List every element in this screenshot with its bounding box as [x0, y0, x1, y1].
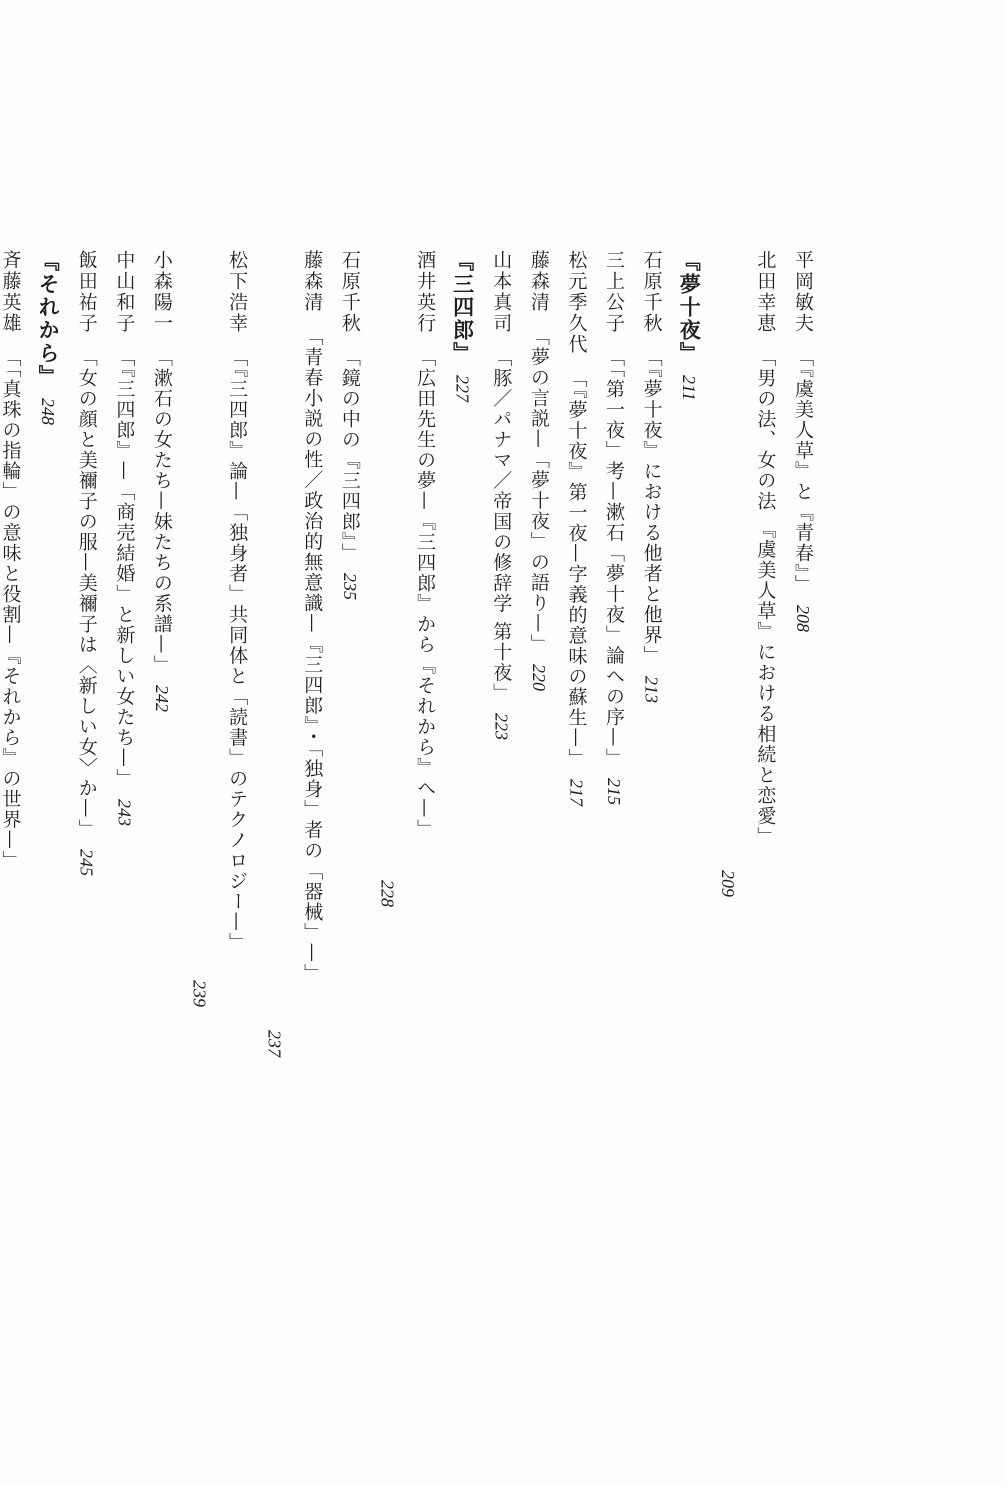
- section-heading: 『それから』: [36, 250, 62, 388]
- toc-page-number: 228: [377, 880, 398, 907]
- toc-title: 「男の法、女の法 『虞美人草』における相続と恋愛」: [754, 347, 777, 847]
- toc-author: 北田幸恵: [754, 250, 777, 334]
- toc-author: 藤森清: [527, 250, 550, 313]
- toc-page-number: 211: [679, 375, 700, 401]
- toc-section-heading: [29, 250, 68, 1050]
- toc-entry: [218, 250, 256, 1050]
- section-heading: 『夢十夜』: [677, 250, 703, 365]
- toc-page-line: [255, 250, 293, 1057]
- toc-page-number: 213: [641, 675, 662, 703]
- toc-title: 「青春小説の性／政治的無意識—『三四郎』・「独身」者の「器械」—」: [301, 326, 324, 984]
- toc-page-number: 235: [339, 573, 360, 601]
- toc-author: 山本真司: [490, 250, 513, 334]
- toc-entry: [482, 250, 520, 1050]
- toc-page-number: 217: [566, 778, 587, 806]
- toc-page-line: [180, 250, 218, 1050]
- toc-title: 「漱石の女たち—妹たちの系譜—」: [150, 347, 173, 676]
- section-heading: 『三四郎』: [450, 250, 476, 365]
- toc-author: 藤森清: [301, 250, 324, 313]
- toc-entry: [519, 250, 557, 1050]
- toc-author: 石原千秋: [640, 250, 663, 334]
- toc-entry: [594, 250, 632, 1050]
- toc-author: 斉藤英雄: [0, 250, 22, 334]
- toc-author: 飯田祐子: [75, 250, 98, 334]
- toc-entry: [783, 250, 821, 1050]
- toc-author: 平岡敏夫: [792, 250, 814, 334]
- toc-author: 三上公子: [603, 250, 626, 334]
- toc-title: 「『夢十夜』における他者と他界」: [640, 347, 663, 666]
- toc-entry: [746, 250, 784, 1050]
- toc-title: 「広田先生の夢—『三四郎』から『それから』へ—」: [414, 347, 437, 840]
- toc-entry: [405, 250, 443, 1050]
- toc-page-number: 215: [604, 778, 625, 806]
- toc-title: 「夢の言説—「夢十夜」の語り—」: [527, 326, 550, 655]
- toc-author: 小森陽一: [150, 250, 173, 334]
- toc-title: 「鏡の中の『三四郎』」: [338, 347, 361, 564]
- toc-entry: [293, 250, 331, 1050]
- toc-author: 松元季久代: [565, 250, 588, 355]
- toc-entry: [0, 250, 29, 1050]
- toc-entry: [330, 250, 368, 1050]
- toc-author: 石原千秋: [338, 250, 361, 334]
- toc-page-line: [708, 250, 746, 1050]
- toc-title: 「「真珠の指輪」の意味と役割—『それから』の世界—」: [0, 347, 22, 871]
- toc-title: 「豚／パナマ／帝国の修辞学 第十夜」: [490, 347, 513, 704]
- toc-page-number: 248: [38, 398, 59, 425]
- toc-title: 「『三四郎』論—「独身者」共同体と「読書」のテクノロジー—」: [226, 347, 249, 953]
- toc-page-number: 239: [189, 980, 210, 1007]
- toc-page-number: 227: [452, 375, 473, 402]
- toc-page-number: 237: [264, 1030, 285, 1057]
- toc-entry: [142, 250, 180, 1050]
- toc-page-number: 208: [793, 604, 813, 632]
- toc-page-number: 245: [76, 849, 97, 877]
- toc-title: 「『虞美人草』と『青春』」: [792, 347, 814, 595]
- toc-page-line: [368, 250, 406, 1050]
- toc-entry: [557, 250, 595, 1050]
- toc-page-number: 242: [151, 685, 172, 713]
- toc-author: 酒井英行: [414, 250, 437, 334]
- toc-title: 「『夢十夜』第一夜—字義的意味の蘇生—」: [565, 368, 588, 769]
- toc-entry: [632, 250, 670, 1050]
- toc-title: 「「第一夜」考—漱石「夢十夜」論への序—」: [603, 347, 626, 769]
- toc-title: 「『三四郎』—「商売結婚」と新しい女たち—」: [113, 347, 136, 789]
- toc-page-number: 209: [717, 870, 738, 897]
- toc-page-number: 243: [114, 798, 135, 826]
- toc-page-number: 223: [491, 713, 512, 741]
- toc-section-heading: [670, 250, 709, 1050]
- toc-title: 「女の顔と美禰子の服—美禰子は〈新しい女〉か—」: [75, 347, 98, 840]
- toc-author: 松下浩幸: [226, 250, 249, 334]
- table-of-contents: [0, 250, 821, 1057]
- toc-entry: [67, 250, 105, 1050]
- toc-section-heading: [443, 250, 482, 1050]
- toc-page-number: 220: [528, 664, 549, 692]
- toc-entry: [105, 250, 143, 1050]
- toc-author: 中山和子: [113, 250, 136, 334]
